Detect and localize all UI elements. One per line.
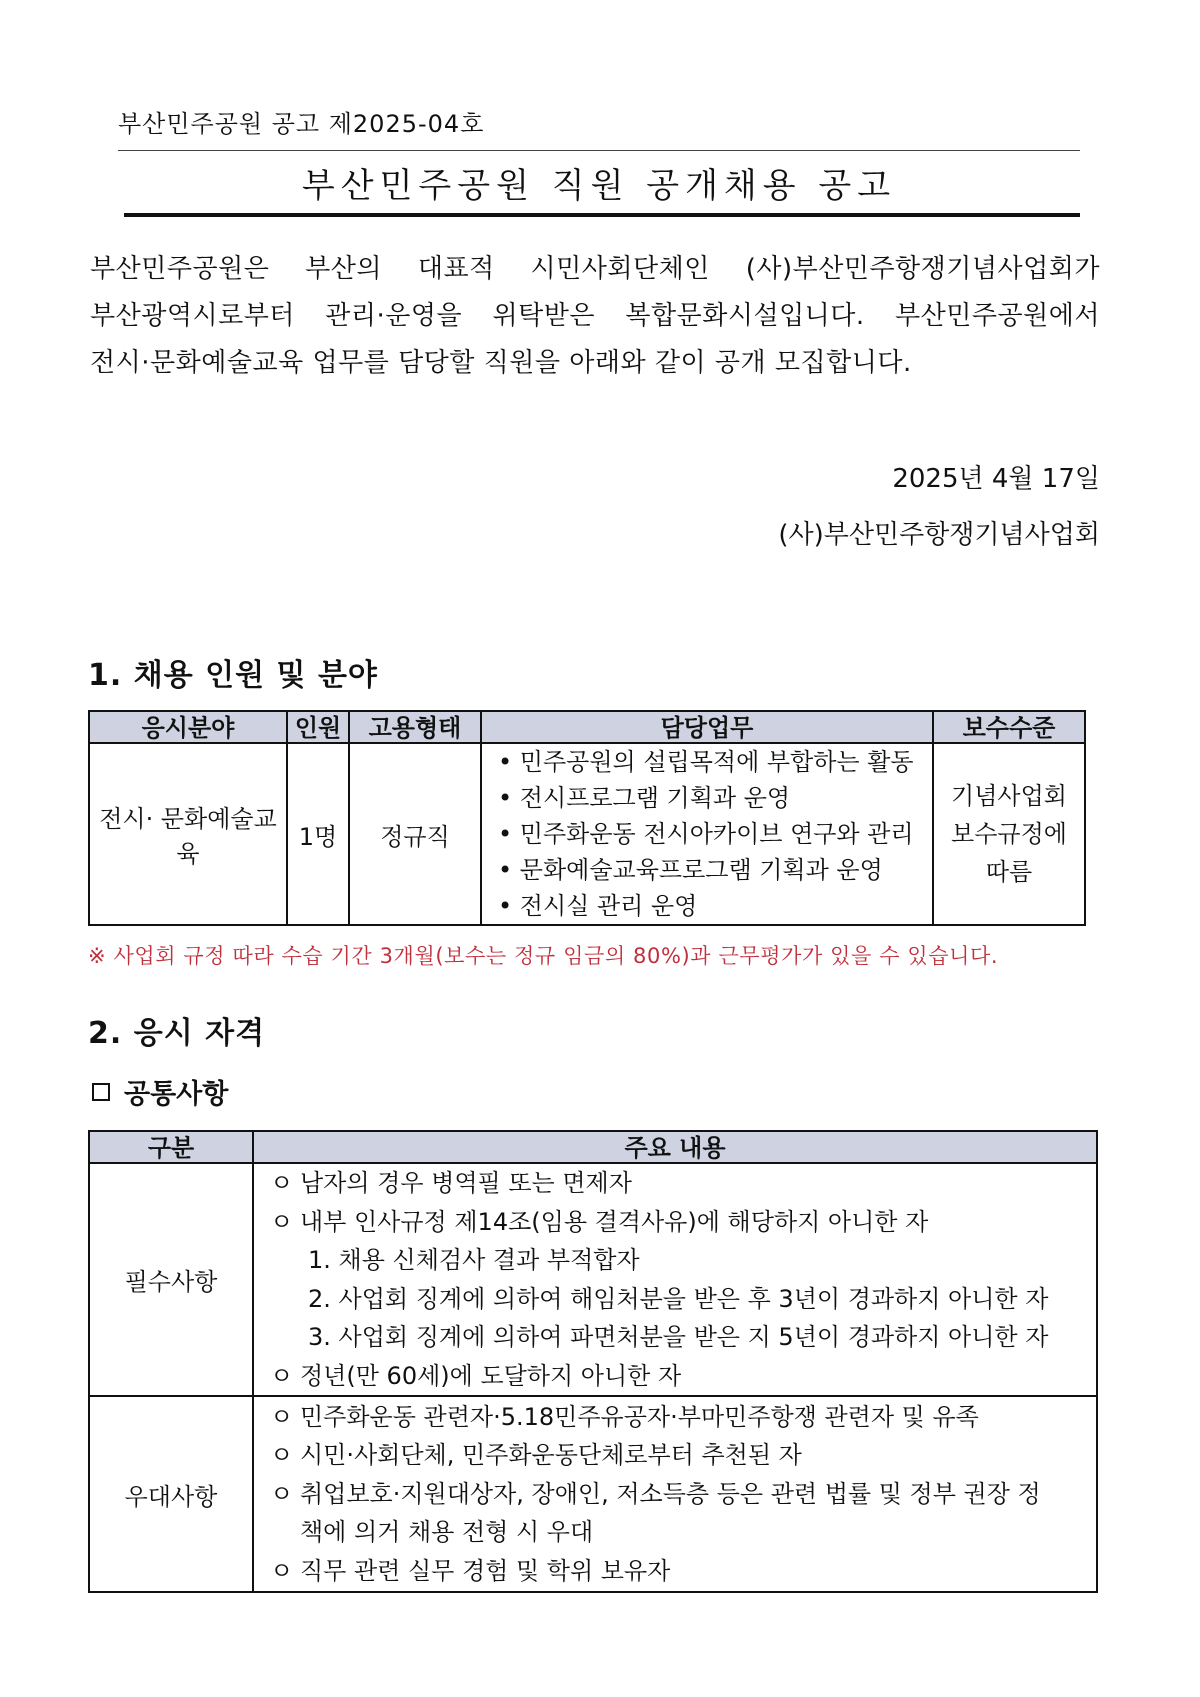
- duty-item: • 전시실 관리 운영: [498, 892, 698, 920]
- list-subitem: 1. 채용 신체검사 결과 부적합자: [308, 1246, 640, 1274]
- column-header: 구분: [89, 1131, 253, 1163]
- list-item: ㅇ 직무 관련 실무 경험 및 학위 보유자: [270, 1552, 1084, 1591]
- intro-line: 부산민주공원은 부산의 대표적 시민사회단체인 (사)부산민주항쟁기념사업회가: [90, 254, 1100, 284]
- list-item: ㅇ 남자의 경우 병역필 또는 면제자: [270, 1164, 1084, 1203]
- list-subitem: 3. 사업회 징계에 의하여 파면처분을 받은 지 5년이 경과하지 아니한 자: [308, 1323, 1049, 1351]
- list-item: ㅇ 민주화운동 관련자·5.18민주유공자·부마민주항쟁 관련자 및 유족: [270, 1398, 1084, 1437]
- announcement-date: 2025년 4월 17일: [892, 464, 1100, 494]
- subheading-label: 공통사항: [124, 1079, 229, 1110]
- employment-type-cell: 정규직: [349, 743, 481, 925]
- duty-item: • 민주공원의 설립목적에 부합하는 활동: [498, 748, 914, 776]
- circle-bullet-icon: ㅇ: [270, 1556, 294, 1585]
- recruitment-table: [88, 710, 1086, 926]
- probation-note: ※ 사업회 규정 따라 수습 기간 3개월(보수는 정규 임금의 80%)과 근무평가가 있을 수 있습니다.: [88, 944, 999, 968]
- circle-bullet-icon: ㅇ: [270, 1361, 294, 1390]
- section-1-heading: 1. 채용 인원 및 분야: [88, 658, 378, 693]
- document-title: 부산민주공원 직원 공개채용 공고: [301, 166, 897, 206]
- duties-cell: [481, 743, 933, 925]
- header-rule: [118, 150, 1080, 151]
- title-rule: [124, 213, 1080, 217]
- list-item: ㅇ 시민·사회단체, 민주화운동단체로부터 추천된 자: [270, 1436, 1084, 1475]
- circle-bullet-icon: ㅇ: [270, 1441, 294, 1470]
- common-requirements-heading: [92, 1072, 228, 1111]
- intro-line: 전시·문화예술교육 업무를 담당할 직원을 아래와 같이 공개 모집합니다.: [90, 348, 912, 378]
- pay-line: 기념사업회: [951, 782, 1067, 810]
- duty-item: • 전시프로그램 기획과 운영: [498, 784, 791, 812]
- column-header: 고용형태: [349, 711, 481, 743]
- required-label: 필수사항: [89, 1163, 253, 1396]
- column-header: 담당업무: [481, 711, 933, 743]
- intro-line: 부산광역시로부터 관리·운영을 위탁받은 복합문화시설입니다. 부산민주공원에서: [90, 301, 1100, 331]
- circle-bullet-icon: ㅇ: [270, 1169, 294, 1197]
- table-row: [89, 1396, 1097, 1592]
- list-item: ㅇ 취업보호·지원대상자, 장애인, 저소득층 등은 관련 법률 및 정부 권장 정: [270, 1475, 1084, 1514]
- list-item: ㅇ 내부 인사규정 제14조(임용 결격사유)에 해당하지 아니한 자: [270, 1203, 1084, 1242]
- duty-item: • 문화예술교육프로그램 기획과 운영: [498, 856, 883, 884]
- column-header: 인원: [287, 711, 349, 743]
- column-header: 주요 내용: [253, 1131, 1097, 1163]
- column-header: 보수수준: [933, 711, 1085, 743]
- list-item: ㅇ 정년(만 60세)에 도달하지 아니한 자: [270, 1357, 1084, 1396]
- preferred-items: [253, 1396, 1097, 1592]
- required-items: [253, 1163, 1097, 1396]
- circle-bullet-icon: ㅇ: [270, 1207, 294, 1236]
- qualification-table: [88, 1130, 1098, 1593]
- intro-paragraph: [90, 246, 1100, 387]
- column-header: 응시분야: [89, 711, 287, 743]
- table-row: [89, 1163, 1097, 1396]
- table-header-row: [89, 1131, 1097, 1163]
- issuing-organization: (사)부산민주항쟁기념사업회: [778, 520, 1100, 550]
- pay-line: 보수규정에: [951, 820, 1067, 848]
- list-subitem: 2. 사업회 징계에 의하여 해임처분을 받은 후 3년이 경과하지 아니한 자: [308, 1284, 1049, 1313]
- duty-item: • 민주화운동 전시아카이브 연구와 관리: [498, 820, 914, 848]
- pay-line: 따름: [985, 858, 1033, 886]
- notice-number: 부산민주공원 공고 제2025-04호: [118, 110, 485, 138]
- list-item-continuation: 책에 의거 채용 전형 시 우대: [300, 1518, 594, 1547]
- pay-cell: [933, 743, 1085, 925]
- field-cell: 전시· 문화예술교육: [89, 743, 287, 925]
- preferred-label: 우대사항: [89, 1396, 253, 1592]
- table-header-row: [89, 711, 1085, 743]
- section-2-heading: 2. 응시 자격: [88, 1016, 266, 1051]
- table-row: [89, 743, 1085, 925]
- checkbox-bullet-icon: [92, 1083, 110, 1101]
- headcount-cell: 1명: [287, 743, 349, 925]
- circle-bullet-icon: ㅇ: [270, 1402, 294, 1431]
- circle-bullet-icon: ㅇ: [270, 1479, 294, 1508]
